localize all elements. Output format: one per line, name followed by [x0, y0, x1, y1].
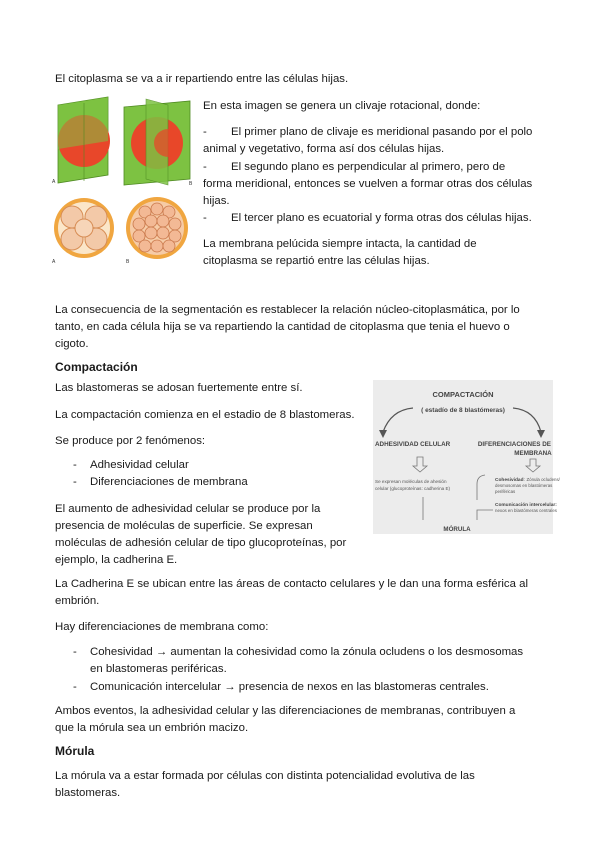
- cleavage-second-plane-image: [124, 99, 190, 185]
- cleavage-item-2-line3: hijas.: [203, 195, 230, 207]
- diagram-cohesion-text-2: desmosomas en blastómeras: [495, 483, 553, 488]
- segmentation-line1: La consecuencia de la segmentación es restablecer la relación núcleo-citoplasmática, por lo: [55, 304, 520, 316]
- figure-label-a2: A: [52, 259, 56, 265]
- figure-label-b2: B: [126, 259, 130, 265]
- diagram-cohesion-text-1: : Zónula ocludens/: [524, 477, 560, 482]
- both-events-line1: Ambos eventos, la adhesividad celular y las diferenciaciones de membranas, contribuyen a: [55, 705, 516, 717]
- cleavage-item-3-line1: El tercer plano es ecuatorial y forma otras dos células hijas.: [231, 212, 532, 224]
- morula-embryo-image: [126, 197, 188, 259]
- diagram-left-text-2: celular (glucoproteínas: cadherina E): [375, 486, 451, 491]
- membrane-text-line1: La membrana pelúcida siempre intacta, la cantidad de: [203, 238, 477, 250]
- morula-line2: blastomeras.: [55, 787, 121, 799]
- diagram-communication-label: Comunicación intercelular:: [495, 503, 557, 508]
- figure-label-a1: A: [52, 179, 56, 185]
- cleavage-first-plane-image: [58, 97, 110, 183]
- adhesion-line4: ejemplo, la cadherina E.: [55, 554, 178, 566]
- segmentation-line3: cigoto.: [55, 338, 89, 350]
- differentiation-item-1-line2: en blastomeras periféricas.: [90, 663, 227, 675]
- cadherin-line2: embrión.: [55, 595, 100, 607]
- compaction-diagram: [373, 380, 560, 534]
- diagram-communication-text: nexos en blastómeras centrales: [495, 508, 557, 513]
- cleavage-item-2-line1: El segundo plano es perpendicular al primero, pero de: [231, 161, 506, 173]
- compaction-bullet-1-text: Adhesividad celular: [90, 459, 189, 471]
- differentiation-intro: Hay diferenciaciones de membrana como:: [55, 621, 269, 633]
- adhesion-line2: presencia de moléculas de superficie. Se expresan: [55, 520, 313, 532]
- adhesion-line3: moléculas de adhesión celular de tipo glucoproteínas, por: [55, 537, 347, 549]
- intro-text: El citoplasma se va a ir repartiendo entre las células hijas.: [55, 73, 349, 85]
- compaction-bullet-2-text: Diferenciaciones de membrana: [90, 476, 248, 488]
- compaction-p1: Las blastomeras se adosan fuertemente entre sí.: [55, 382, 303, 394]
- diagram-left-text-1: Se expresan moléculas de ahesión: [375, 479, 447, 484]
- compaction-heading: Compactación: [55, 360, 138, 374]
- segmentation-line2: tanto, en cada célula hija se va repartiendo la cantidad de citoplasma que tenia el huevo o: [55, 321, 510, 333]
- diagram-right-heading-2: MEMBRANA: [514, 450, 552, 457]
- differentiation-item-2-line1: Comunicación intercelular → presencia de nexos en las blastomeras centrales.: [90, 681, 489, 693]
- cleavage-item-1-line2: animal y vegetativo, forma así dos células hijas.: [203, 143, 445, 155]
- adhesion-line1: El aumento de adhesividad celular se produce por la: [55, 503, 321, 515]
- morula-line1: La mórula va a estar formada por células con distinta potencialidad evolutiva de las: [55, 770, 475, 782]
- diagram-left-heading: ADHESIVIDAD CELULAR: [375, 441, 451, 448]
- diagram-title: COMPACTACIÓN: [432, 390, 494, 399]
- cleavage-item-1: - El primer plano de clivaje es meridional pasando por el polo animal y vegetativo, forma así dos células hijas.: [203, 124, 553, 158]
- cleavage-item-1-line1: El primer plano de clivaje es meridional pasando por el polo: [231, 126, 533, 138]
- diagram-cohesion-text-3: periféricas: [495, 489, 516, 494]
- cleavage-item-2-line2: forma meridional, entonces se vuelven a formar otras dos células: [203, 178, 533, 190]
- cleavage-figure: [50, 97, 198, 267]
- differentiation-item-1-line1: Cohesividad → aumentan la cohesividad como la zónula ocludens o los desmosomas: [90, 646, 524, 658]
- diagram-down-arrow-right-icon: [526, 459, 540, 472]
- compaction-p2: La compactación comienza en el estadio de 8 blastomeras.: [55, 409, 355, 421]
- morula-heading: Mórula: [55, 744, 95, 758]
- figure-label-b1: B: [189, 181, 193, 187]
- diagram-bottom-label: MÓRULA: [443, 526, 471, 533]
- cleavage-lead: En esta imagen se genera un clivaje rotacional, donde:: [203, 100, 481, 112]
- diagram-down-arrow-left-icon: [413, 457, 427, 472]
- cleavage-item-2: - El segundo plano es perpendicular al primero, pero de forma meridional, entonces se vuelven a formar otras dos células hijas.: [203, 159, 553, 210]
- diagram-cohesion-label: Cohesividad: [495, 478, 524, 483]
- diagram-subtitle: ( estadío de 8 blastómeras): [421, 407, 505, 414]
- four-cell-embryo-image: [54, 198, 114, 258]
- cadherin-line1: La Cadherina E se ubican entre las áreas de contacto celulares y le dan una forma esférica al: [55, 578, 528, 590]
- both-events-line2: que la mórula sea un embrión macizo.: [55, 722, 249, 734]
- cleavage-item-3: - El tercer plano es ecuatorial y forma otras dos células hijas.: [203, 212, 532, 224]
- diagram-right-heading-1: DIFERENCIACIONES DE: [477, 441, 551, 448]
- compaction-p3: Se produce por 2 fenómenos:: [55, 435, 206, 447]
- membrane-text-line2: citoplasma se repartió entre las células hijas.: [203, 255, 430, 267]
